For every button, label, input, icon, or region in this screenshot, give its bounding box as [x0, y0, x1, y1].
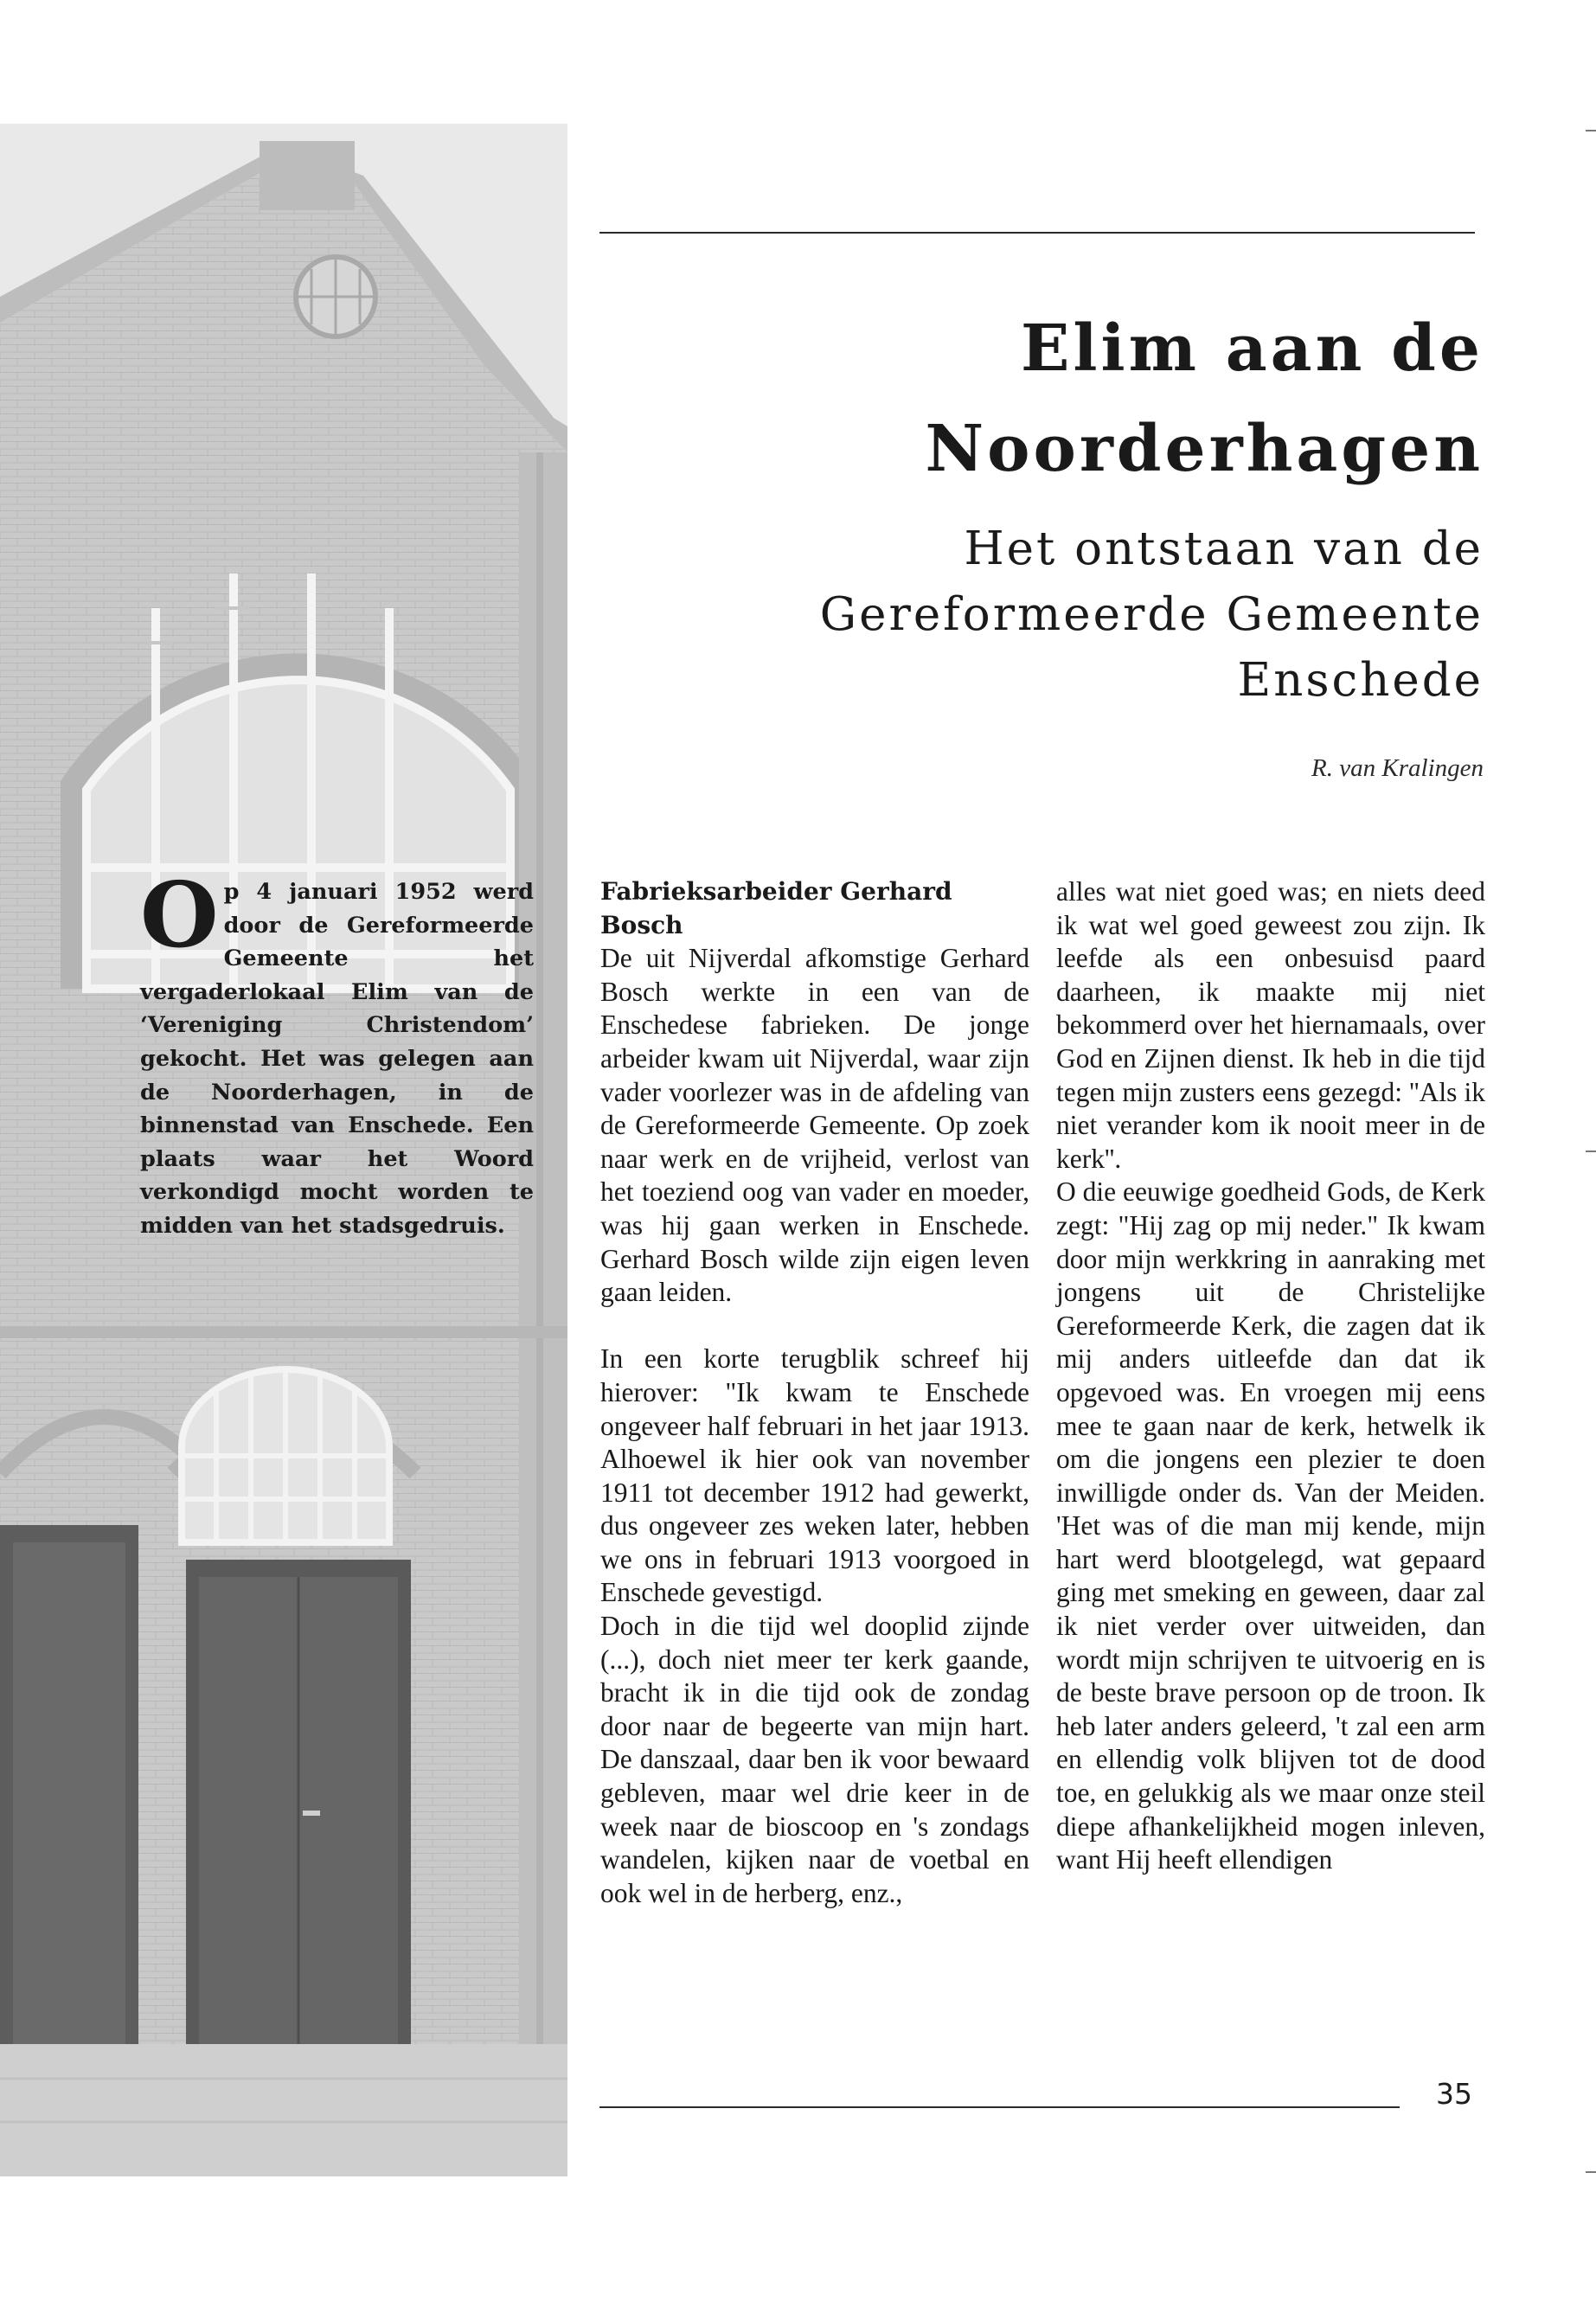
body-paragraph: De uit Nijverdal afkomstige Gerhard Bosch werkte in een van de Enschedese fabrieken. De jonge arbeider kwam uit Nijverdal, waar zijn vader voorlezer was in de afdeling van de Gereformeerde Gemeente. Op zoek naar werk en de vrijheid, verlost van het toeziend oog van vader en moeder, was hij gaan werken in Enschede. Gerhard Bosch wilde zijn eigen leven gaan leiden.	[600, 943, 1029, 1308]
body-paragraph: alles wat niet goed was; en niets deed ik wat wel goed geweest zou zijn. Ik leefde als een onbesuisd paard daarheen, ik maakte mij niet bekommerd over het hiernamaals, over God en Zijnen dienst. Ik heb in die tijd tegen mijn zusters eens gezegd: ''Als ik niet verander kom ik nooit meer in de kerk''.	[1056, 876, 1485, 1174]
intro-text: p 4 januari 1952 werd door de Gereformeerde Gemeente het vergaderlokaal Elim van de ‘Vereniging Christendom’ gekocht. Het was gelegen aan de Noorderhagen, in de binnenstad van Enschede. Een plaats waar het Woord verkondigd mocht worden te midden van het stadsgedruis.	[140, 879, 534, 1239]
drop-cap: O	[140, 862, 219, 968]
top-rule	[599, 232, 1475, 234]
body-paragraph: Doch in die tijd wel dooplid zijnde (...), doch niet meer ter kerk gaande, bracht ik in die tijd ook de zondag door naar de begeerte van mijn hart. De danszaal, daar ben ik voor bewaard gebleven, maar wel drie keer in de week naar de bioscoop en 's zondags wandelen, kijken naar de voetbal en ook wel in de herberg, enz.,	[600, 1611, 1029, 1908]
body-column-1	[600, 875, 1029, 1910]
body-column-2	[1056, 875, 1485, 1877]
intro-paragraph	[140, 862, 534, 1243]
body-paragraph: O die eeuwige goedheid Gods, de Kerk zegt: "Hij zag op mij neder." Ik kwam door mijn werkkring in aanraking met jongens uit de Christelijke Gereformeerde Kerk, die zagen dat ik mij anders uitleefde dan dat ik opgevoed was. En vroegen mij eens mee te gaan naar de kerk, hetwelk ik om die jongens een plezier te doen inwilligde onder ds. Van der Meiden. 'Het was of die man mij kende, mijn hart werd blootgelegd, wat gepaard ging met smeking en geween, daar zal ik niet verder over uitweiden, dan wordt mijn schrijven te uitvoerig en is de beste brave persoon op de troon. Ik heb later anders geleerd, 't zal een arm en ellendig volk blijven tot de dood toe, en gelukkig als we maar onze steil diepe afhankelijkheid mogen inleven, want Hij heeft ellendigen	[1056, 1176, 1485, 1875]
article-title: Elim aan de Noorderhagen	[925, 311, 1484, 486]
crop-mark	[1586, 1150, 1596, 1152]
body-paragraph: In een korte terugblik schreef hij hierover: "Ik kwam te Enschede ongeveer half februari in het jaar 1913. Alhoewel ik hier ook van november 1911 tot december 1912 had gewerkt, dus ongeveer zes weken later, hebben we ons in februari 1913 voorgoed in Enschede gevestigd.	[600, 1343, 1029, 1608]
bottom-rule	[599, 2106, 1400, 2108]
article-author: R. van Kralingen	[1311, 754, 1484, 782]
section-heading: Fabrieksarbeider Gerhard Bosch	[600, 877, 952, 939]
article-subtitle: Het ontstaan van de Gereformeerde Gemeente Enschede	[819, 522, 1484, 707]
crop-mark	[1586, 130, 1596, 131]
crop-mark	[1586, 2171, 1596, 2173]
page-number: 35	[1436, 2077, 1472, 2111]
